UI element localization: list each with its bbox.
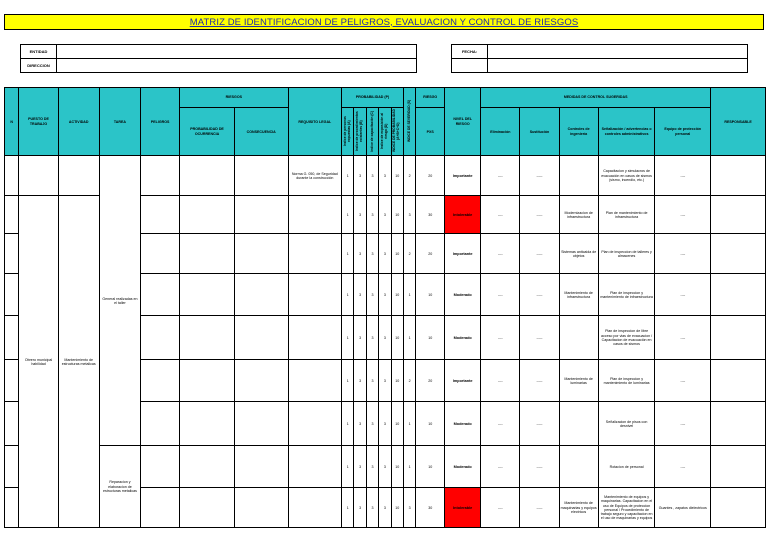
cell-prob-a: 1 — [342, 156, 354, 196]
cell-pxs: 10 — [416, 446, 445, 488]
cell-prob-index: 10 — [391, 446, 403, 488]
cell-severidad: 1 — [403, 402, 415, 446]
cell-n — [5, 488, 19, 528]
header-nivel: NIVEL DEL RIESGO — [445, 88, 481, 156]
cell-pxs: 10 — [416, 316, 445, 360]
cell-prob-a: 1 — [342, 274, 354, 316]
cell-prob-b: 3 — [354, 446, 366, 488]
cell-epp: ---- — [655, 196, 711, 234]
cell-nivel: Intolerable — [445, 196, 481, 234]
cell-n — [5, 446, 19, 488]
cell-senalizacion: Mantenimiento de equipos y maquinarias. Capacitacion en el uso de Equipos de proteccion personal / Procedimiento de trabajo seguro y capacitacion en el uso de maquinarias y equipos — [598, 488, 655, 528]
cell-n — [5, 156, 19, 196]
cell-sustitucion: ----- — [520, 316, 559, 360]
cell-consecuencia — [234, 446, 288, 488]
cell-puesto: Obrero municipal habilidad — [19, 196, 58, 528]
cell-ingenieria — [559, 156, 598, 196]
cell-prob-b: 3 — [354, 274, 366, 316]
cell-senalizacion: Plan de mantenimiento de infraestructura — [598, 196, 655, 234]
cell-pxs: 20 — [416, 156, 445, 196]
cell-nivel: Moderado — [445, 446, 481, 488]
entidad-field[interactable] — [57, 45, 417, 59]
cell-responsable — [711, 196, 766, 234]
cell-requisito — [288, 196, 342, 234]
fecha-label: FECHA: — [452, 45, 488, 59]
cell-prob-c: 3 — [366, 488, 378, 528]
cell-pxs: 30 — [416, 488, 445, 528]
cell-requisito — [288, 488, 342, 528]
header-requisito: REQUISITO LEGAL — [288, 88, 342, 156]
matrix-title: MATRIZ DE IDENTIFICACION DE PELIGROS, EVALUACION Y CONTROL DE RIESGOS — [4, 14, 764, 30]
cell-prob-d: 3 — [379, 196, 391, 234]
cell-sustitucion: ----- — [520, 402, 559, 446]
cell-severidad: 2 — [403, 156, 415, 196]
cell-epp: ---- — [655, 274, 711, 316]
cell-responsable — [711, 360, 766, 402]
header-tarea: TAREA — [99, 88, 140, 156]
cell-consecuencia — [234, 274, 288, 316]
cell-tarea: General realizadas en el taller — [99, 156, 140, 446]
cell-eliminacion: ---- — [481, 446, 520, 488]
cell-consecuencia — [234, 316, 288, 360]
cell-severidad: 1 — [403, 316, 415, 360]
cell-pxs: 30 — [416, 196, 445, 234]
cell-requisito — [288, 402, 342, 446]
header-responsable: RESPONSABLE — [711, 88, 766, 156]
cell-peligros — [141, 234, 180, 274]
cell-senalizacion: Señalizacion de pisos con desnivel — [598, 402, 655, 446]
cell-peligros — [141, 156, 180, 196]
cell-peligros — [141, 196, 180, 234]
cell-consecuencia — [234, 402, 288, 446]
cell-prob-index: 10 — [391, 488, 403, 528]
cell-pxs: 10 — [416, 402, 445, 446]
cell-sustitucion: ----- — [520, 488, 559, 528]
cell-prob-a: 1 — [342, 446, 354, 488]
cell-prob-index: 10 — [391, 234, 403, 274]
cell-eliminacion: ---- — [481, 402, 520, 446]
cell-prob-ocurrencia — [180, 234, 235, 274]
header-puesto: PUESTO DE TRABAJO — [19, 88, 58, 156]
cell-sustitucion: ----- — [520, 446, 559, 488]
cell-prob-a: 1 — [342, 360, 354, 402]
cell-peligros — [141, 446, 180, 488]
cell-senalizacion: Plan de inspeccion de talleres y almacenes — [598, 234, 655, 274]
cell-prob-b: 3 — [354, 488, 366, 528]
header-prob-a: Indice de personas expuestas (A) — [342, 108, 354, 156]
cell-consecuencia — [234, 360, 288, 402]
cell-severidad: 1 — [403, 446, 415, 488]
cell-epp: ---- — [655, 234, 711, 274]
cell-nivel: Moderado — [445, 402, 481, 446]
cell-prob-c: 3 — [366, 156, 378, 196]
cell-prob-d: 3 — [379, 402, 391, 446]
fecha-label-blank — [452, 59, 488, 73]
cell-epp: ---- — [655, 360, 711, 402]
cell-responsable — [711, 402, 766, 446]
cell-ingenieria — [559, 402, 598, 446]
cell-requisito: Norma G. 050, de Seguridad durante la construcción — [288, 156, 342, 196]
cell-eliminacion: ---- — [481, 156, 520, 196]
cell-actividad — [58, 156, 99, 196]
cell-requisito — [288, 360, 342, 402]
cell-prob-ocurrencia — [180, 402, 235, 446]
cell-requisito — [288, 446, 342, 488]
fecha-field-blank[interactable] — [488, 59, 748, 73]
cell-senalizacion: Plan de inspeccion y mantenimiento de infraestructura — [598, 274, 655, 316]
cell-peligros — [141, 402, 180, 446]
cell-puesto — [19, 156, 58, 196]
cell-epp: ---- — [655, 156, 711, 196]
cell-prob-ocurrencia — [180, 196, 235, 234]
cell-prob-d: 3 — [379, 156, 391, 196]
cell-ingenieria: Mantenimiento de maquinarias y equipos electricos — [559, 488, 598, 528]
cell-consecuencia — [234, 196, 288, 234]
cell-prob-ocurrencia — [180, 274, 235, 316]
cell-nivel: Importante — [445, 156, 481, 196]
table-row — [5, 446, 766, 488]
cell-sustitucion: ----- — [520, 360, 559, 402]
cell-prob-index: 10 — [391, 274, 403, 316]
cell-n — [5, 274, 19, 316]
cell-responsable — [711, 488, 766, 528]
cell-eliminacion: ---- — [481, 488, 520, 528]
direccion-field[interactable] — [57, 59, 417, 73]
cell-prob-d: 3 — [379, 316, 391, 360]
header-ingenieria: Controles de ingeniería — [559, 108, 598, 156]
cell-pxs: 20 — [416, 360, 445, 402]
cell-prob-c: 3 — [366, 274, 378, 316]
cell-prob-c: 3 — [366, 196, 378, 234]
cell-pxs: 20 — [416, 234, 445, 274]
cell-nivel: Moderado — [445, 316, 481, 360]
cell-requisito — [288, 316, 342, 360]
cell-prob-a: 1 — [342, 402, 354, 446]
cell-prob-a: 1 — [342, 234, 354, 274]
cell-prob-d: 3 — [379, 234, 391, 274]
cell-requisito — [288, 274, 342, 316]
cell-sustitucion: ----- — [520, 196, 559, 234]
fecha-field[interactable] — [488, 45, 748, 59]
header-prob-d: Indice de exposición al riesgo (D) — [379, 108, 391, 156]
cell-nivel: Importante — [445, 234, 481, 274]
cell-prob-a: 1 — [342, 488, 354, 528]
cell-severidad: 1 — [403, 274, 415, 316]
cell-n — [5, 316, 19, 360]
cell-eliminacion: ---- — [481, 196, 520, 234]
header-prob-c: Indice de capacitación (C) — [366, 108, 378, 156]
cell-tarea: Reparacion y elaboracion de estructuras metalicas — [99, 446, 140, 528]
cell-sustitucion: ----- — [520, 274, 559, 316]
cell-prob-ocurrencia — [180, 316, 235, 360]
header-pxs: PXS — [416, 108, 445, 156]
cell-responsable — [711, 234, 766, 274]
cell-n — [5, 402, 19, 446]
cell-prob-d: 3 — [379, 446, 391, 488]
header-riesgos: RIESGOS — [180, 88, 288, 108]
header-prob-index: INDICE DE PROBABILIDAD (A+B+C+D) — [391, 108, 403, 156]
table-row — [5, 156, 766, 196]
cell-n — [5, 196, 19, 234]
hazard-matrix — [4, 87, 766, 528]
cell-peligros — [141, 316, 180, 360]
cell-ingenieria: Modernizacion de infraestructura — [559, 196, 598, 234]
header-sustitucion: Sustitución — [520, 108, 559, 156]
cell-nivel: Importante — [445, 360, 481, 402]
cell-severidad: 2 — [403, 360, 415, 402]
cell-epp: ---- — [655, 446, 711, 488]
cell-eliminacion: ---- — [481, 360, 520, 402]
cell-senalizacion: Plan de inspeccion de libre acceso por vias de evacuacion / Capacitacion de evacuación en casos de sismos — [598, 316, 655, 360]
cell-consecuencia — [234, 488, 288, 528]
cell-prob-d: 3 — [379, 360, 391, 402]
cell-prob-d: 3 — [379, 274, 391, 316]
cell-prob-ocurrencia — [180, 360, 235, 402]
cell-severidad: 3 — [403, 488, 415, 528]
cell-pxs: 10 — [416, 274, 445, 316]
cell-peligros — [141, 360, 180, 402]
cell-prob-a: 1 — [342, 316, 354, 360]
cell-prob-c: 3 — [366, 446, 378, 488]
cell-prob-c: 3 — [366, 316, 378, 360]
header-consecuencia: CONSECUENCIA — [234, 108, 288, 156]
cell-prob-ocurrencia — [180, 446, 235, 488]
cell-n — [5, 234, 19, 274]
header-epp: Equipo de protección personal — [655, 108, 711, 156]
entity-info-table — [20, 44, 417, 73]
cell-prob-index: 10 — [391, 196, 403, 234]
entidad-label: ENTIDAD — [21, 45, 57, 59]
cell-prob-ocurrencia — [180, 156, 235, 196]
cell-sustitucion: ----- — [520, 234, 559, 274]
cell-nivel: Moderado — [445, 274, 481, 316]
header-probabilidad: PROBABILIDAD (P) — [342, 88, 404, 108]
cell-responsable — [711, 274, 766, 316]
cell-prob-c: 3 — [366, 360, 378, 402]
header-medidas: MEDIDAS DE CONTROL SUGERIDAS — [481, 88, 711, 108]
date-info-table — [451, 44, 748, 73]
cell-prob-index: 10 — [391, 402, 403, 446]
cell-ingenieria — [559, 316, 598, 360]
header-peligros: PELIGROS — [141, 88, 180, 156]
cell-responsable — [711, 446, 766, 488]
cell-prob-b: 3 — [354, 196, 366, 234]
cell-prob-b: 3 — [354, 234, 366, 274]
cell-ingenieria: Mantenimiento de luminarias — [559, 360, 598, 402]
cell-peligros — [141, 274, 180, 316]
cell-ingenieria — [559, 446, 598, 488]
cell-peligros — [141, 488, 180, 528]
header-severidad: INDICE DE SEVERIDAD (S) — [403, 88, 415, 156]
cell-senalizacion: Rotacion de personal — [598, 446, 655, 488]
cell-prob-d: 3 — [379, 488, 391, 528]
cell-responsable — [711, 156, 766, 196]
cell-eliminacion: ---- — [481, 234, 520, 274]
cell-ingenieria: Sistemas anticaida de objetos — [559, 234, 598, 274]
cell-responsable — [711, 316, 766, 360]
cell-consecuencia — [234, 156, 288, 196]
cell-senalizacion: Capacitacion y simulacros de evacuación en casos de sismos (sismo, incendio, etc.) — [598, 156, 655, 196]
header-prob-b: Indice de procedimientos existentes (B) — [354, 108, 366, 156]
cell-prob-b: 3 — [354, 156, 366, 196]
cell-epp: ---- — [655, 316, 711, 360]
header-eliminacion: Eliminación — [481, 108, 520, 156]
header-senalizacion: Señalización / advertencias o controles administrativos — [598, 108, 655, 156]
cell-prob-b: 3 — [354, 402, 366, 446]
cell-consecuencia — [234, 234, 288, 274]
cell-actividad: Mantenimiento de estructuras metalicas — [58, 196, 99, 528]
header-n: N — [5, 88, 19, 156]
cell-eliminacion: ---- — [481, 274, 520, 316]
cell-prob-index: 10 — [391, 156, 403, 196]
cell-prob-c: 3 — [366, 402, 378, 446]
cell-eliminacion: ---- — [481, 316, 520, 360]
cell-epp: Guantes , zapatos dielectricos — [655, 488, 711, 528]
cell-severidad: 2 — [403, 234, 415, 274]
cell-prob-index: 10 — [391, 360, 403, 402]
cell-nivel: Intolerable — [445, 488, 481, 528]
cell-epp: ---- — [655, 402, 711, 446]
cell-senalizacion: Plan de inspeccion y mantenimiento de luminarias — [598, 360, 655, 402]
cell-requisito — [288, 234, 342, 274]
cell-n — [5, 360, 19, 402]
cell-prob-a: 1 — [342, 196, 354, 234]
header-prob-ocurrencia: PROBABILIDAD DE OCURRENCIA — [180, 108, 235, 156]
cell-prob-ocurrencia — [180, 488, 235, 528]
cell-prob-b: 3 — [354, 360, 366, 402]
cell-sustitucion: ----- — [520, 156, 559, 196]
cell-prob-c: 3 — [366, 234, 378, 274]
cell-severidad: 3 — [403, 196, 415, 234]
cell-prob-index: 10 — [391, 316, 403, 360]
cell-ingenieria: Mantenimiento de infraestructura — [559, 274, 598, 316]
header-riesgo: RIESGO — [416, 88, 445, 108]
cell-prob-b: 3 — [354, 316, 366, 360]
header-actividad: ACTIVIDAD — [58, 88, 99, 156]
direccion-label: DIRECCION — [21, 59, 57, 73]
